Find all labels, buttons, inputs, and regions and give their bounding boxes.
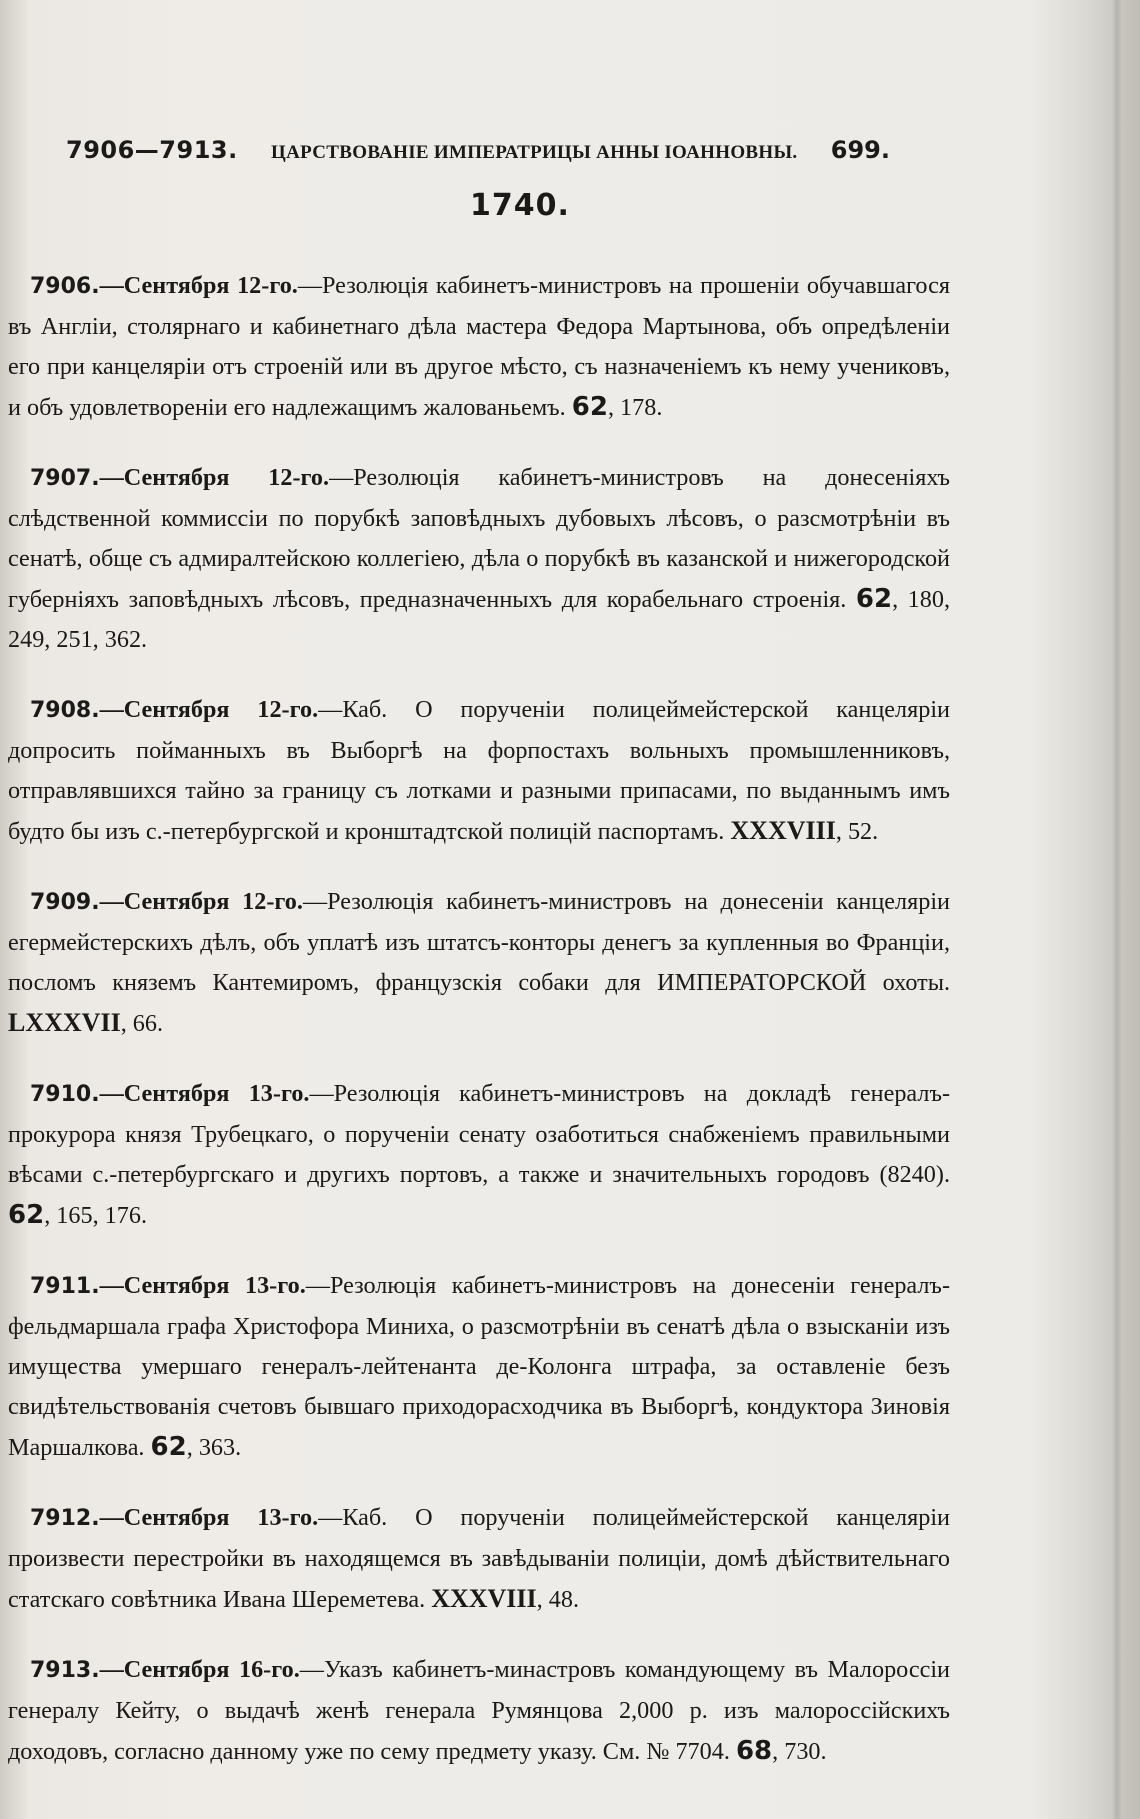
- entry-number: 7908.: [30, 698, 100, 724]
- running-title: ЦАРСТВОВАНІЕ ИМПЕРАТРИЦЫ АННЫ ІОАННОВНЫ.: [271, 142, 798, 163]
- entry-number: 7909.: [30, 890, 100, 916]
- page-gutter-shadow: [1112, 0, 1122, 1819]
- entry-text: —Каб. О порученіи полицеймейстерской канцеляріи допросить пойманныхъ въ Выборгѣ на форпостахъ вольныхъ промышленниковъ, отправлявшихся тайно за границу съ лотками и разными припасами, по выданнымъ имъ будто бы изъ с.-петербургской и кронштадтской полицій паспортамъ.: [8, 696, 950, 846]
- entry-text: —Резолюція кабинетъ-министровъ на донесеніяхъ слѣдственной коммиссіи по порубкѣ заповѣдныхъ дубовыхъ лѣсовъ, о разсмотрѣніи въ сенатѣ, обще съ адмиралтейскою коллегіею, дѣла о порубкѣ въ казанской и нижегородской губерніяхъ заповѣдныхъ лѣсовъ, предназначенныхъ для корабельнаго строенія.: [8, 464, 950, 614]
- page-refs: , 52.: [835, 818, 879, 846]
- entry-7908: [8, 690, 950, 852]
- entry-text: —Резолюція кабинетъ-министровъ на докладѣ генералъ-прокурора князя Трубецкаго, о порученіи сенату озаботиться снабженіемъ правильными вѣсами с.-петербургскаго и другихъ портовъ, а также и значительныхъ городовъ (8240).: [8, 1080, 951, 1189]
- running-header: [66, 136, 890, 170]
- entry-date: —Сентября 12-го.: [99, 272, 298, 300]
- entry-number: 7911.: [30, 1274, 100, 1300]
- volume-ref: XXXVIII: [730, 816, 836, 846]
- entry-date: —Сентября 16-го.: [99, 1656, 300, 1684]
- page-refs: , 730.: [772, 1738, 827, 1766]
- year-heading: 1740.: [470, 188, 570, 223]
- entry-date: —Сентября 13-го.: [99, 1504, 319, 1532]
- entry-date: —Сентября 12-го.: [99, 696, 319, 724]
- entry-date: —Сентября 12-го.: [99, 464, 330, 492]
- volume-ref: 62: [150, 1432, 187, 1463]
- entry-7911: [8, 1266, 950, 1468]
- volume-ref: LXXXVII: [8, 1008, 121, 1038]
- entry-date: —Сентября 12-го.: [99, 888, 303, 916]
- entry-text: —Резолюція кабинетъ-министровъ на донесеніи канцеляріи егермейстерскихъ дѣлъ, объ уплатѣ изъ штатсъ-конторы денегъ за купленныя во Франціи, посломъ княземъ Кантемиромъ, французскія собаки для ИМПЕРАТОРСКОЙ охоты.: [8, 888, 950, 997]
- entry-7912: [8, 1498, 950, 1620]
- entry-text: —Резолюція кабинетъ-министровъ на донесеніи генералъ-фельдмаршала графа Христофора Миниха, о разсмотрѣніи въ сенатѣ дѣла о взысканіи изъ имущества умершаго генералъ-лейтенанта де-Колонга штрафа, за оставленіе безъ свидѣтельствованія счетовъ бывшаго приходорасходчика въ Выборгѣ, кондуктора Зиновія Маршалкова.: [8, 1272, 950, 1462]
- entry-7907: [8, 458, 950, 660]
- entry-text: —Указъ кабинетъ-минастровъ командующему въ Малороссіи генералу Кейту, о выдачѣ женѣ генерала Румянцова 2,000 р. изъ малороссійскихъ доходовъ, согласно данному уже по сему предмету указу. См. № 7704.: [8, 1656, 950, 1766]
- entry-range: 7906—7913.: [66, 136, 238, 164]
- page-refs: , 180, 249, 251, 362.: [8, 586, 950, 654]
- page-refs: , 66.: [120, 1010, 164, 1038]
- volume-ref: 62: [8, 1200, 45, 1231]
- volume-ref: 62: [571, 392, 608, 423]
- entry-number: 7906.: [30, 274, 100, 300]
- entry-7913: [8, 1650, 950, 1772]
- page-refs: , 363.: [186, 1434, 242, 1462]
- entry-7910: [8, 1074, 950, 1236]
- entry-number: 7912.: [30, 1506, 100, 1532]
- entry-7909: [8, 882, 950, 1044]
- page-refs: , 48.: [536, 1586, 579, 1614]
- page-refs: , 178.: [607, 394, 663, 422]
- volume-ref: 62: [855, 584, 893, 615]
- entries-list: [8, 242, 950, 1802]
- entry-date: —Сентября 13-го.: [99, 1080, 310, 1108]
- entry-number: 7907.: [30, 466, 100, 492]
- entry-text: —Каб. О порученіи полицеймейстерской канцеляріи произвести перестройки въ находящемся въ завѣдываніи полиціи, домѣ дѣйствительнаго статскаго совѣтника Ивана Шереметева.: [8, 1504, 950, 1614]
- entry-7906: [8, 266, 950, 428]
- volume-ref: 68: [735, 1736, 773, 1767]
- page-number: 699.: [830, 136, 890, 164]
- page-refs: , 165, 176.: [44, 1202, 147, 1230]
- entry-date: —Сентября 13-го.: [99, 1272, 306, 1300]
- volume-ref: XXXVIII: [431, 1584, 537, 1614]
- entry-number: 7910.: [30, 1082, 100, 1108]
- entry-text: —Резолюція кабинетъ-министровъ на прошеніи обучавшагося въ Англіи, столярнаго и кабинетнаго дѣла мастера Федора Мартынова, объ опредѣленіи его при канцеляріи отъ строеній или въ другое мѣсто, съ назначеніемъ къ нему учениковъ, и объ удовлетвореніи его надлежащимъ жалованьемъ.: [8, 272, 950, 422]
- entry-number: 7913.: [30, 1658, 100, 1684]
